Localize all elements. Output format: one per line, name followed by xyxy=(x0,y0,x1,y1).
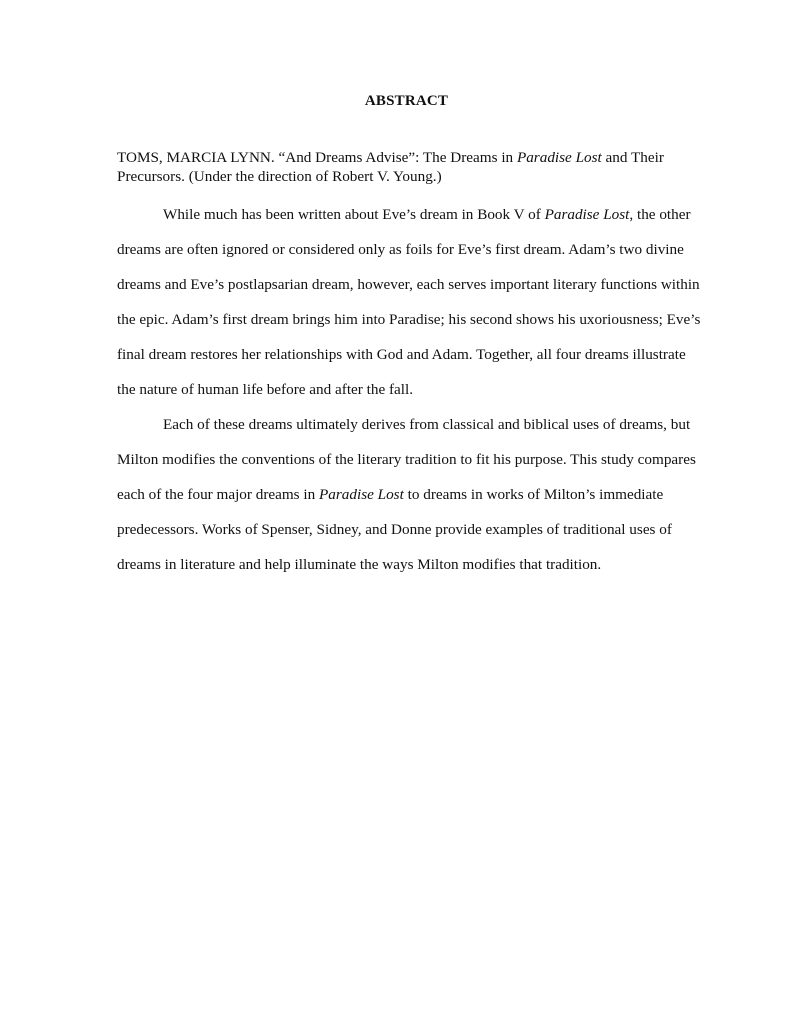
paragraph-1-text-before: While much has been written about Eve’s dream in Book V of xyxy=(163,206,545,223)
abstract-paragraph-1 xyxy=(117,197,702,407)
page-title: ABSTRACT xyxy=(364,93,449,109)
paragraph-1-text-after: , the other dreams are often ignored or considered only as foils for Eve’s first dream. Adam’s two divine dreams and Eve’s postlapsarian dream, however, each serves important literary functions within the epic. Adam’s first dream brings him into Paradise; his second shows his uxoriousness; Eve’s final dream restores her relationships with God and Adam. Together, all four dreams illustrate the nature of human life before and after the fall. xyxy=(117,206,701,398)
citation-title-close: and Their Precursors. xyxy=(117,149,664,185)
citation-title-open: “And Dreams Advise”: The Dreams in xyxy=(278,149,517,166)
paragraph-2-italic: Paradise Lost xyxy=(319,486,404,503)
citation-title-italic: Paradise Lost xyxy=(516,149,602,166)
citation-direction: (Under the direction of Robert V. Young.) xyxy=(188,168,442,185)
citation-author: TOMS, MARCIA LYNN. xyxy=(117,149,275,166)
paragraph-2-text-after: to dreams in works of Milton’s immediate predecessors. Works of Spenser, Sidney, and Donne provide examples of traditional uses of dreams in literature and help illuminate the ways Milton modifies that tradition. xyxy=(117,486,672,573)
citation-block xyxy=(117,148,697,186)
abstract-paragraph-2 xyxy=(117,407,702,582)
paragraph-2-text-before: Each of these dreams ultimately derives from classical and biblical uses of dreams, but Milton modifies the conventions of the literary tradition to fit his purpose. This study compares each of the four major dreams in xyxy=(117,416,696,503)
paragraph-1-italic: Paradise Lost xyxy=(544,206,630,223)
